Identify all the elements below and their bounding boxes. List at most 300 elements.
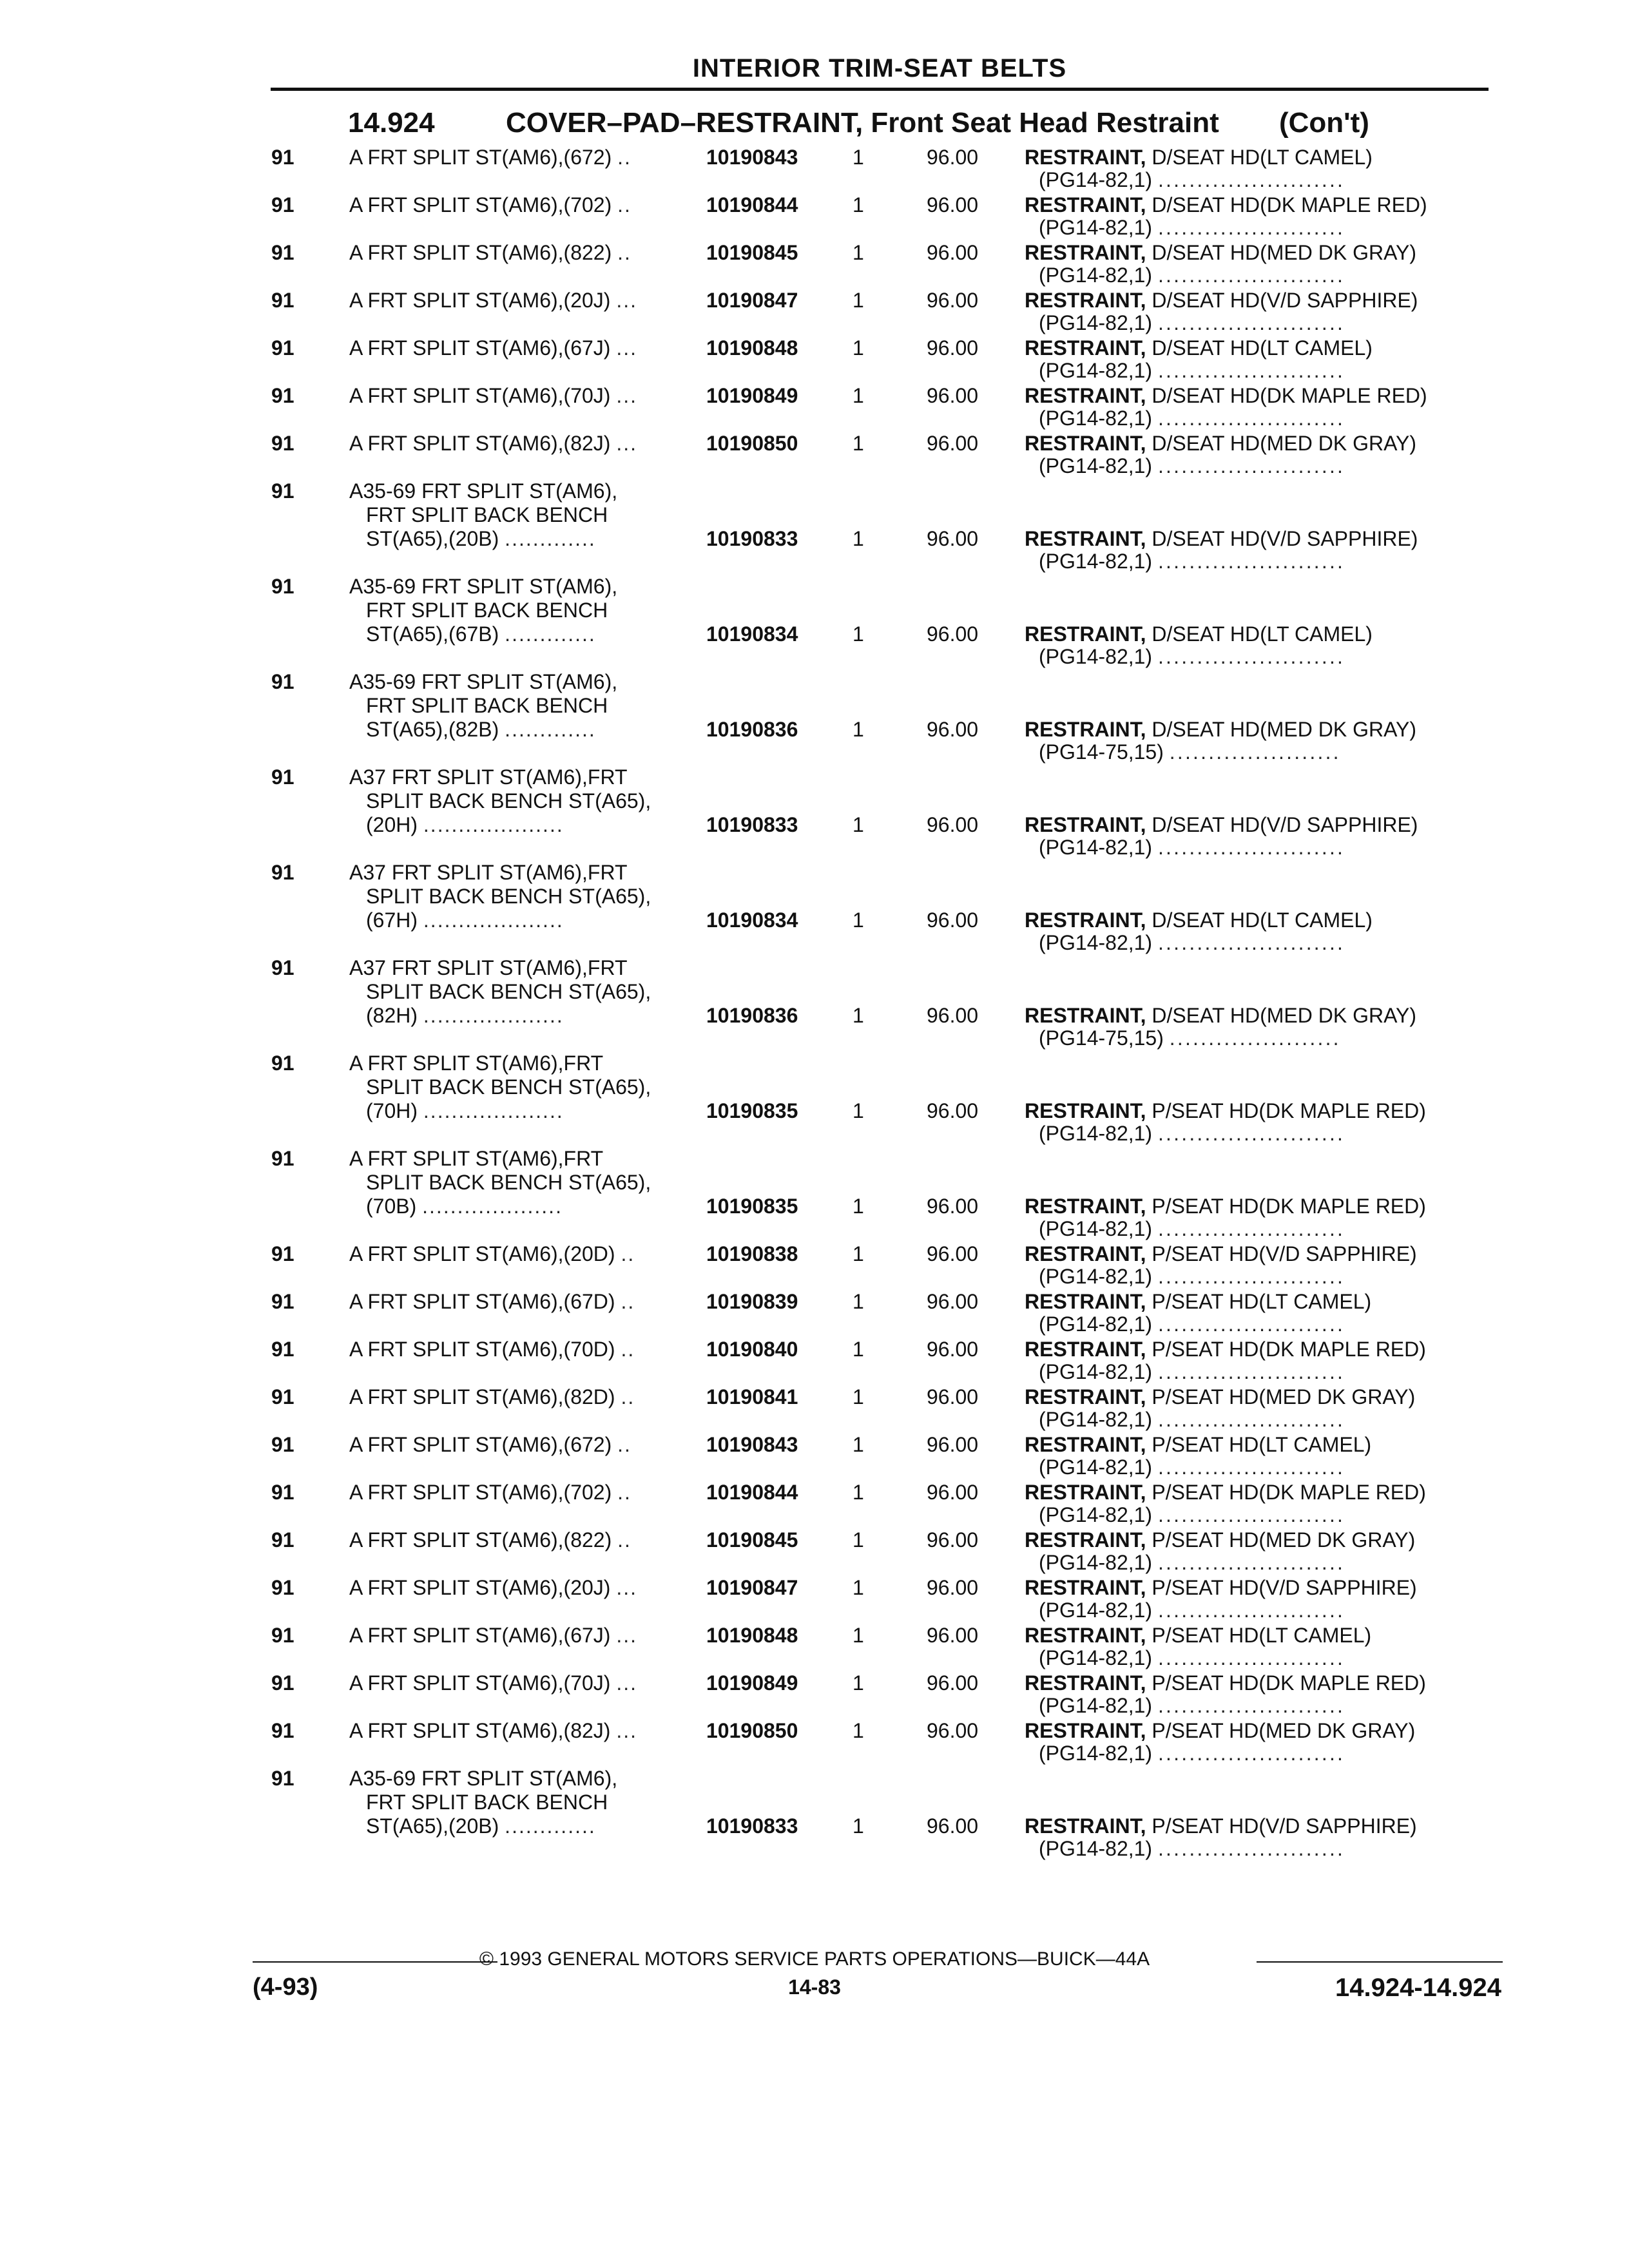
- reference-row: [0, 405, 1629, 431]
- model-year: 91: [271, 1528, 294, 1552]
- usage-description-text: A FRT SPLIT ST(AM6),(672): [349, 146, 612, 169]
- price: 96.00: [927, 241, 979, 264]
- quantity: 1: [853, 908, 864, 932]
- illustration-reference-text: (PG14-82,1): [1039, 1360, 1153, 1383]
- price: 96.00: [927, 1576, 979, 1599]
- part-name: [1025, 1432, 1371, 1457]
- usage-description: [349, 1336, 635, 1362]
- table-row: [0, 1050, 1629, 1076]
- table-row: [0, 1432, 1629, 1457]
- usage-description-text: ST(A65),(20B): [366, 527, 499, 550]
- usage-description-text: (70B): [366, 1195, 417, 1218]
- reference-dots: ........................: [1157, 1742, 1345, 1765]
- illustration-reference: [1039, 1454, 1345, 1480]
- dot-leader: ..: [617, 1433, 631, 1456]
- table-row: [0, 860, 1629, 885]
- reference-row: [0, 310, 1629, 336]
- reference-row: [0, 1120, 1629, 1146]
- price: 96.00: [927, 1481, 979, 1504]
- usage-description: [366, 502, 608, 528]
- part-number: 10190834: [706, 908, 798, 932]
- illustration-reference-text: (PG14-82,1): [1039, 1503, 1153, 1526]
- illustration-reference-text: (PG14-82,1): [1039, 1408, 1153, 1431]
- usage-description-text: A FRT SPLIT ST(AM6),(70D): [349, 1338, 615, 1361]
- usage-description-text: A FRT SPLIT ST(AM6),(67D): [349, 1290, 615, 1313]
- part-name-bold: RESTRAINT,: [1025, 622, 1146, 646]
- part-name-bold: RESTRAINT,: [1025, 1195, 1146, 1218]
- part-name-bold: RESTRAINT,: [1025, 384, 1146, 407]
- usage-description: [349, 764, 628, 790]
- dot-leader: .............: [505, 527, 596, 550]
- usage-description-text: FRT SPLIT BACK BENCH: [366, 503, 608, 526]
- part-name-detail: P/SEAT HD(LT CAMEL): [1146, 1290, 1372, 1313]
- usage-description-text: A FRT SPLIT ST(AM6),(82D): [349, 1385, 615, 1408]
- model-year: 91: [271, 1433, 294, 1456]
- part-name-detail: D/SEAT HD(LT CAMEL): [1146, 622, 1373, 646]
- price: 96.00: [927, 1004, 979, 1027]
- price: 96.00: [927, 1195, 979, 1218]
- reference-row: [0, 834, 1629, 860]
- part-number: 10190838: [706, 1242, 798, 1265]
- usage-description-text: SPLIT BACK BENCH ST(A65),: [366, 789, 651, 812]
- reference-dots: ........................: [1157, 645, 1345, 668]
- usage-description-text: A FRT SPLIT ST(AM6),(20J): [349, 289, 611, 312]
- reference-row: [0, 1311, 1629, 1337]
- quantity: 1: [853, 1528, 864, 1552]
- usage-description: [349, 669, 617, 695]
- part-name-detail: P/SEAT HD(DK MAPLE RED): [1146, 1671, 1426, 1695]
- dot-leader: .............: [505, 1814, 596, 1838]
- usage-description: [349, 287, 637, 313]
- model-year: 91: [271, 193, 294, 216]
- model-year: 91: [271, 1671, 294, 1695]
- model-year: 91: [271, 1719, 294, 1742]
- price: 96.00: [927, 1433, 979, 1456]
- part-name-bold: RESTRAINT,: [1025, 1433, 1146, 1456]
- part-name-bold: RESTRAINT,: [1025, 1719, 1146, 1742]
- part-name-bold: RESTRAINT,: [1025, 146, 1146, 169]
- price: 96.00: [927, 336, 979, 360]
- reference-row: [0, 1645, 1629, 1671]
- price: 96.00: [927, 146, 979, 169]
- quantity: 1: [853, 1099, 864, 1122]
- part-name-detail: D/SEAT HD(MED DK GRAY): [1146, 432, 1417, 455]
- quantity: 1: [853, 718, 864, 741]
- price: 96.00: [927, 1814, 979, 1838]
- part-name-detail: D/SEAT HD(MED DK GRAY): [1146, 1004, 1417, 1027]
- price: 96.00: [927, 1290, 979, 1313]
- model-year: 91: [271, 1624, 294, 1647]
- illustration-reference-text: (PG14-82,1): [1039, 1694, 1153, 1717]
- quantity: 1: [853, 1290, 864, 1313]
- illustration-reference-text: (PG14-82,1): [1039, 359, 1153, 382]
- section-title: COVER–PAD–RESTRAINT, Front Seat Head Restraint: [506, 107, 1219, 139]
- dot-leader: ..: [621, 1338, 635, 1361]
- quantity: 1: [853, 1671, 864, 1695]
- usage-description-text: A FRT SPLIT ST(AM6),FRT: [349, 1147, 604, 1170]
- usage-description-text: A FRT SPLIT ST(AM6),(822): [349, 1528, 612, 1552]
- usage-description: [349, 955, 628, 981]
- reference-row: [0, 1550, 1629, 1575]
- usage-description: [366, 621, 596, 647]
- part-name: [1025, 1003, 1416, 1028]
- section-continued: (Con't): [1279, 107, 1369, 139]
- table-row: [0, 1575, 1629, 1600]
- price: 96.00: [927, 1671, 979, 1695]
- model-year: 91: [271, 1767, 294, 1790]
- usage-description: [366, 907, 564, 933]
- illustration-reference-text: (PG14-82,1): [1039, 264, 1153, 287]
- part-number: 10190844: [706, 1481, 798, 1504]
- table-row: [0, 621, 1629, 647]
- price: 96.00: [927, 432, 979, 455]
- illustration-reference-text: (PG14-82,1): [1039, 1456, 1153, 1479]
- table-row: [0, 1718, 1629, 1744]
- quantity: 1: [853, 1719, 864, 1742]
- dot-leader: ...: [616, 289, 637, 312]
- part-name: [1025, 907, 1373, 933]
- price: 96.00: [927, 193, 979, 216]
- quantity: 1: [853, 336, 864, 360]
- usage-description: [366, 1003, 564, 1028]
- price: 96.00: [927, 908, 979, 932]
- reference-row: [0, 644, 1629, 669]
- usage-description-text: A37 FRT SPLIT ST(AM6),FRT: [349, 765, 628, 789]
- reference-row: [0, 1025, 1629, 1051]
- part-name-detail: P/SEAT HD(MED DK GRAY): [1146, 1719, 1416, 1742]
- part-name: [1025, 1241, 1417, 1267]
- table-row: [0, 1479, 1629, 1505]
- part-name-bold: RESTRAINT,: [1025, 1814, 1146, 1838]
- dot-leader: .............: [505, 622, 596, 646]
- part-number: 10190849: [706, 384, 798, 407]
- dot-leader: ...: [616, 1624, 637, 1647]
- reference-dots: ........................: [1157, 454, 1345, 477]
- reference-dots: ........................: [1157, 1217, 1345, 1240]
- illustration-reference: [1039, 644, 1345, 669]
- part-name: [1025, 1479, 1426, 1505]
- quantity: 1: [853, 289, 864, 312]
- dot-leader: ..: [617, 193, 631, 216]
- part-name-bold: RESTRAINT,: [1025, 1624, 1146, 1647]
- table-row: [0, 1622, 1629, 1648]
- illustration-reference-text: (PG14-82,1): [1039, 1122, 1153, 1145]
- table-row: [0, 1241, 1629, 1267]
- quantity: 1: [853, 1338, 864, 1361]
- table-row: [0, 192, 1629, 218]
- part-name-detail: D/SEAT HD(LT CAMEL): [1146, 908, 1373, 932]
- table-row: [0, 240, 1629, 265]
- table-row: [0, 1527, 1629, 1553]
- usage-description: [349, 1575, 637, 1600]
- part-number: 10190845: [706, 241, 798, 264]
- usage-description: [349, 1146, 603, 1171]
- section-number: 14.924: [348, 107, 435, 139]
- dot-leader: ...: [616, 1719, 637, 1742]
- table-row: [0, 597, 1629, 623]
- reference-row: [0, 1502, 1629, 1528]
- usage-description-text: SPLIT BACK BENCH ST(A65),: [366, 885, 651, 908]
- usage-description: [349, 1289, 635, 1314]
- usage-description-text: (82H): [366, 1004, 418, 1027]
- illustration-reference: [1039, 310, 1345, 336]
- illustration-reference: [1039, 1359, 1345, 1385]
- dot-leader: ...: [616, 384, 637, 407]
- dot-leader: ..: [617, 146, 631, 169]
- quantity: 1: [853, 193, 864, 216]
- usage-description-text: (67H): [366, 908, 418, 932]
- usage-description: [366, 716, 596, 742]
- quantity: 1: [853, 1624, 864, 1647]
- part-name-detail: P/SEAT HD(DK MAPLE RED): [1146, 1195, 1426, 1218]
- table-row: [0, 1098, 1629, 1124]
- part-name: [1025, 1670, 1426, 1696]
- usage-description-text: A FRT SPLIT ST(AM6),(822): [349, 241, 612, 264]
- usage-description-text: (20H): [366, 813, 418, 836]
- table-row: [0, 1074, 1629, 1100]
- table-row: [0, 335, 1629, 361]
- model-year: 91: [271, 765, 294, 789]
- illustration-reference-text: (PG14-82,1): [1039, 1551, 1153, 1574]
- reference-dots: ......................: [1169, 740, 1341, 764]
- usage-description: [349, 144, 631, 170]
- reference-dots: ........................: [1157, 1646, 1345, 1669]
- usage-description-text: A37 FRT SPLIT ST(AM6),FRT: [349, 956, 628, 979]
- table-row: [0, 788, 1629, 814]
- part-name: [1025, 383, 1427, 408]
- part-name-bold: RESTRAINT,: [1025, 1528, 1146, 1552]
- model-year: 91: [271, 956, 294, 979]
- price: 96.00: [927, 622, 979, 646]
- reference-row: [0, 167, 1629, 193]
- usage-description-text: A FRT SPLIT ST(AM6),(672): [349, 1433, 612, 1456]
- model-year: 91: [271, 861, 294, 884]
- usage-description-text: A FRT SPLIT ST(AM6),(67J): [349, 336, 611, 360]
- part-name-bold: RESTRAINT,: [1025, 432, 1146, 455]
- dot-leader: ....................: [422, 1195, 563, 1218]
- reference-dots: ........................: [1157, 1265, 1345, 1288]
- usage-description-text: A35-69 FRT SPLIT ST(AM6),: [349, 479, 618, 503]
- table-row: [0, 693, 1629, 718]
- part-name-detail: P/SEAT HD(DK MAPLE RED): [1146, 1481, 1426, 1504]
- usage-description-text: SPLIT BACK BENCH ST(A65),: [366, 980, 651, 1003]
- part-number: 10190843: [706, 146, 798, 169]
- illustration-reference: [1039, 930, 1345, 956]
- part-name-bold: RESTRAINT,: [1025, 1099, 1146, 1122]
- usage-description: [366, 812, 564, 838]
- table-row: [0, 526, 1629, 552]
- part-name: [1025, 621, 1373, 647]
- reference-dots: ........................: [1157, 1408, 1345, 1431]
- illustration-reference: [1039, 262, 1345, 288]
- part-name: [1025, 144, 1373, 170]
- dot-leader: ..: [621, 1385, 635, 1408]
- part-number: 10190833: [706, 527, 798, 550]
- part-name-detail: P/SEAT HD(MED DK GRAY): [1146, 1528, 1416, 1552]
- reference-dots: ........................: [1157, 836, 1345, 859]
- part-name-bold: RESTRAINT,: [1025, 908, 1146, 932]
- part-name-bold: RESTRAINT,: [1025, 813, 1146, 836]
- part-name: [1025, 1718, 1415, 1744]
- part-name: [1025, 430, 1416, 456]
- usage-description: [349, 1241, 635, 1267]
- part-name-bold: RESTRAINT,: [1025, 1004, 1146, 1027]
- usage-description-text: A FRT SPLIT ST(AM6),(70J): [349, 384, 611, 407]
- illustration-reference-text: (PG14-82,1): [1039, 1837, 1153, 1860]
- usage-description: [349, 1718, 637, 1744]
- illustration-reference: [1039, 405, 1345, 431]
- illustration-reference: [1039, 834, 1345, 860]
- model-year: 91: [271, 241, 294, 264]
- reference-row: [0, 739, 1629, 765]
- illustration-reference-text: (PG14-75,15): [1039, 1026, 1164, 1050]
- quantity: 1: [853, 241, 864, 264]
- part-number: 10190843: [706, 1433, 798, 1456]
- part-name-detail: P/SEAT HD(V/D SAPPHIRE): [1146, 1242, 1417, 1265]
- usage-description: [349, 860, 628, 885]
- table-row: [0, 287, 1629, 313]
- model-year: 91: [271, 289, 294, 312]
- usage-description-text: A35-69 FRT SPLIT ST(AM6),: [349, 670, 618, 693]
- usage-description: [349, 1432, 631, 1457]
- table-row: [0, 1003, 1629, 1028]
- illustration-reference: [1039, 1502, 1345, 1528]
- footer-page-number: 14-83: [788, 1975, 841, 1999]
- dot-leader: ..: [621, 1242, 635, 1265]
- usage-description: [366, 979, 651, 1004]
- usage-description: [349, 240, 631, 265]
- part-name-bold: RESTRAINT,: [1025, 193, 1146, 216]
- part-name: [1025, 1098, 1426, 1124]
- reference-dots: ........................: [1157, 1551, 1345, 1574]
- part-number: 10190840: [706, 1338, 798, 1361]
- part-number: 10190848: [706, 336, 798, 360]
- reference-dots: ........................: [1157, 1312, 1345, 1336]
- reference-row: [0, 1740, 1629, 1766]
- model-year: 91: [271, 1052, 294, 1075]
- price: 96.00: [927, 1338, 979, 1361]
- table-row: [0, 1169, 1629, 1195]
- illustration-reference-text: (PG14-82,1): [1039, 1599, 1153, 1622]
- reference-dots: ........................: [1157, 1837, 1345, 1860]
- illustration-reference-text: (PG14-82,1): [1039, 1312, 1153, 1336]
- dot-leader: ...: [616, 1576, 637, 1599]
- part-number: 10190835: [706, 1099, 798, 1122]
- footer-copyright: © 1993 GENERAL MOTORS SERVICE PARTS OPERATIONS—BUICK—44A: [479, 1948, 1150, 1970]
- reference-dots: ........................: [1157, 1599, 1345, 1622]
- usage-description-text: ST(A65),(67B): [366, 622, 499, 646]
- dot-leader: .............: [505, 718, 596, 741]
- illustration-reference: [1039, 1311, 1345, 1337]
- part-name: [1025, 192, 1427, 218]
- part-name-detail: P/SEAT HD(V/D SAPPHIRE): [1146, 1814, 1417, 1838]
- usage-description: [349, 1670, 637, 1696]
- reference-row: [0, 1407, 1629, 1432]
- part-name-bold: RESTRAINT,: [1025, 718, 1146, 741]
- illustration-reference: [1039, 1120, 1345, 1146]
- quantity: 1: [853, 1814, 864, 1838]
- illustration-reference-text: (PG14-82,1): [1039, 1646, 1153, 1669]
- illustration-reference-text: (PG14-82,1): [1039, 550, 1153, 573]
- part-name: [1025, 1336, 1426, 1362]
- table-row: [0, 1765, 1629, 1791]
- part-number: 10190835: [706, 1195, 798, 1218]
- part-name-detail: P/SEAT HD(V/D SAPPHIRE): [1146, 1576, 1417, 1599]
- part-name: [1025, 716, 1416, 742]
- illustration-reference: [1039, 1836, 1345, 1861]
- usage-description: [366, 788, 651, 814]
- model-year: 91: [271, 336, 294, 360]
- usage-description: [349, 1479, 631, 1505]
- reference-dots: ........................: [1157, 168, 1345, 191]
- usage-description-text: A FRT SPLIT ST(AM6),FRT: [349, 1052, 604, 1075]
- reference-row: [0, 262, 1629, 288]
- part-number: 10190836: [706, 718, 798, 741]
- model-year: 91: [271, 1576, 294, 1599]
- illustration-reference: [1039, 1693, 1345, 1718]
- part-name-bold: RESTRAINT,: [1025, 1242, 1146, 1265]
- usage-description: [349, 573, 617, 599]
- part-name-detail: D/SEAT HD(LT CAMEL): [1146, 146, 1373, 169]
- usage-description-text: A FRT SPLIT ST(AM6),(70J): [349, 1671, 611, 1695]
- price: 96.00: [927, 527, 979, 550]
- part-name: [1025, 1527, 1415, 1553]
- illustration-reference-text: (PG14-82,1): [1039, 216, 1153, 239]
- reference-row: [0, 930, 1629, 956]
- part-name-bold: RESTRAINT,: [1025, 1385, 1146, 1408]
- model-year: 91: [271, 670, 294, 693]
- model-year: 91: [271, 432, 294, 455]
- header-rule: [271, 88, 1489, 91]
- reference-row: [0, 548, 1629, 574]
- reference-row: [0, 1597, 1629, 1623]
- part-number: 10190850: [706, 1719, 798, 1742]
- part-number: 10190844: [706, 193, 798, 216]
- model-year: 91: [271, 1385, 294, 1408]
- usage-description-text: A FRT SPLIT ST(AM6),(82J): [349, 432, 611, 455]
- part-name-bold: RESTRAINT,: [1025, 1671, 1146, 1695]
- usage-description: [349, 1622, 637, 1648]
- dot-leader: ...: [616, 432, 637, 455]
- part-name: [1025, 1622, 1371, 1648]
- reference-dots: ........................: [1157, 1456, 1345, 1479]
- illustration-reference: [1039, 215, 1345, 240]
- table-row: [0, 716, 1629, 742]
- part-name: [1025, 1575, 1417, 1600]
- quantity: 1: [853, 527, 864, 550]
- part-name: [1025, 287, 1418, 313]
- model-year: 91: [271, 1242, 294, 1265]
- usage-description-text: A FRT SPLIT ST(AM6),(20D): [349, 1242, 615, 1265]
- illustration-reference: [1039, 739, 1341, 765]
- part-name-detail: D/SEAT HD(V/D SAPPHIRE): [1146, 527, 1418, 550]
- table-row: [0, 669, 1629, 695]
- usage-description: [349, 1527, 631, 1553]
- illustration-reference-text: (PG14-82,1): [1039, 168, 1153, 191]
- usage-description-text: A35-69 FRT SPLIT ST(AM6),: [349, 1767, 618, 1790]
- part-number: 10190841: [706, 1385, 798, 1408]
- usage-description-text: SPLIT BACK BENCH ST(A65),: [366, 1171, 651, 1194]
- part-number: 10190833: [706, 1814, 798, 1838]
- table-row: [0, 144, 1629, 170]
- part-name-detail: P/SEAT HD(MED DK GRAY): [1146, 1385, 1416, 1408]
- reference-dots: ........................: [1157, 216, 1345, 239]
- usage-description: [366, 1169, 651, 1195]
- part-name-bold: RESTRAINT,: [1025, 241, 1146, 264]
- price: 96.00: [927, 1242, 979, 1265]
- dot-leader: ..: [617, 241, 631, 264]
- part-number: 10190836: [706, 1004, 798, 1027]
